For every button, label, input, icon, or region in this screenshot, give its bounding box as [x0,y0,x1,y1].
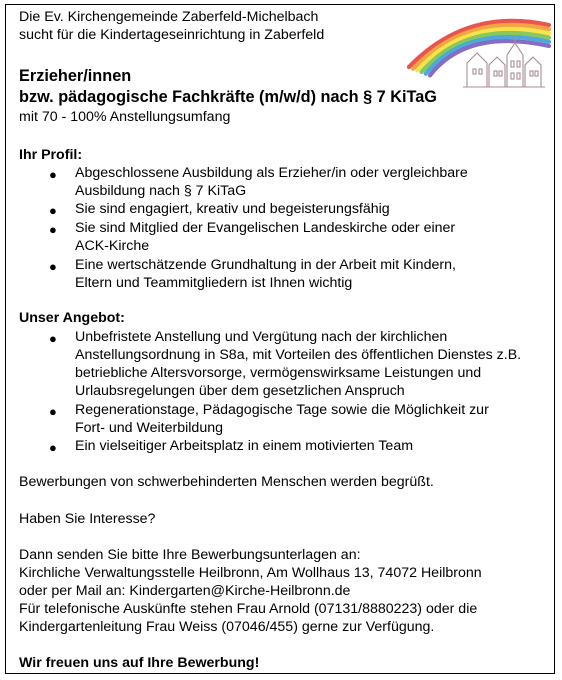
offer-heading: Unser Angebot: [19,310,125,326]
closing-line: Wir freuen uns auf Ihre Bewerbung! [19,655,260,671]
rainbow-church-logo [397,5,551,91]
offer-item-1-line-2: Anstellungsordnung in S8a, mit Vorteilen des öffentlichen Dienstes z.B. [75,347,522,363]
disability-note: Bewerbungen von schwerbehinderten Menschen werden begrüßt. [19,474,434,490]
job-title-line-1: Erzieher/innen [19,67,132,85]
bullet-icon: ● [49,167,57,182]
offer-item-1-line-3: betriebliche Altersvorsorge, vermögenswirksame Leistungen und [75,365,482,381]
offer-item-2-line-1: Regenerationstage, Pädagogische Tage sowie die Möglichkeit zur [75,402,489,418]
bullet-icon: ● [49,440,57,455]
bullet-icon: ● [49,222,57,237]
contact-phone-line-1: Für telefonische Auskünfte stehen Frau Arnold (07131/8880223) oder die [19,601,478,617]
interest-question: Haben Sie Interesse? [19,511,156,527]
profile-item-2: Sie sind engagiert, kreativ und begeisterungsfähig [75,201,390,217]
contact-line-1: Dann senden Sie bitte Ihre Bewerbungsunterlagen an: [19,547,361,563]
profile-item-4-line-1: Eine wertschätzende Grundhaltung in der Arbeit mit Kindern, [75,257,456,273]
profile-item-3-line-2: ACK-Kirche [75,238,150,254]
offer-item-1-line-4: Urlaubsregelungen über dem gesetzlichen Anspruch [75,383,405,399]
offer-item-2-line-2: Fort- und Weiterbildung [75,420,223,436]
bullet-icon: ● [49,404,57,419]
employment-scope: mit 70 - 100% Anstellungsumfang [19,109,231,125]
bullet-icon: ● [49,203,57,218]
profile-item-3-line-1: Sie sind Mitglied der Evangelischen Landeskirche oder einer [75,220,456,236]
contact-phone-line-2: Kindergartenleitung Frau Weiss (07046/455) gerne zur Verfügung. [19,619,435,635]
contact-address: Kirchliche Verwaltungsstelle Heilbronn, Am Wollhaus 13, 74072 Heilbronn [19,565,482,581]
profile-item-1-line-2: Ausbildung nach § 7 KiTaG [75,183,247,199]
profile-heading: Ihr Profil: [19,147,83,163]
bullet-icon: ● [49,331,57,346]
bullet-icon: ● [49,259,57,274]
profile-item-1-line-1: Abgeschlossene Ausbildung als Erzieher/in oder vergleichbare [75,165,468,181]
contact-email: oder per Mail an: Kindergarten@Kirche-Heilbronn.de [19,583,351,599]
profile-item-4-line-2: Eltern und Teammitgliedern ist Ihnen wichtig [75,275,353,291]
offer-item-3: Ein vielseitiger Arbeitsplatz in einem motivierten Team [75,438,414,454]
rainbow-icon [409,21,549,76]
job-title-line-2: bzw. pädagogische Fachkräfte (m/w/d) nach § 7 KiTaG [19,88,437,106]
church-name-line: Die Ev. Kirchengemeinde Zaberfeld-Michelbach [19,9,319,25]
offer-item-1-line-1: Unbefristete Anstellung und Vergütung nach der kirchlichen [75,329,448,345]
search-line: sucht für die Kindertageseinrichtung in Zaberfeld [19,27,325,43]
